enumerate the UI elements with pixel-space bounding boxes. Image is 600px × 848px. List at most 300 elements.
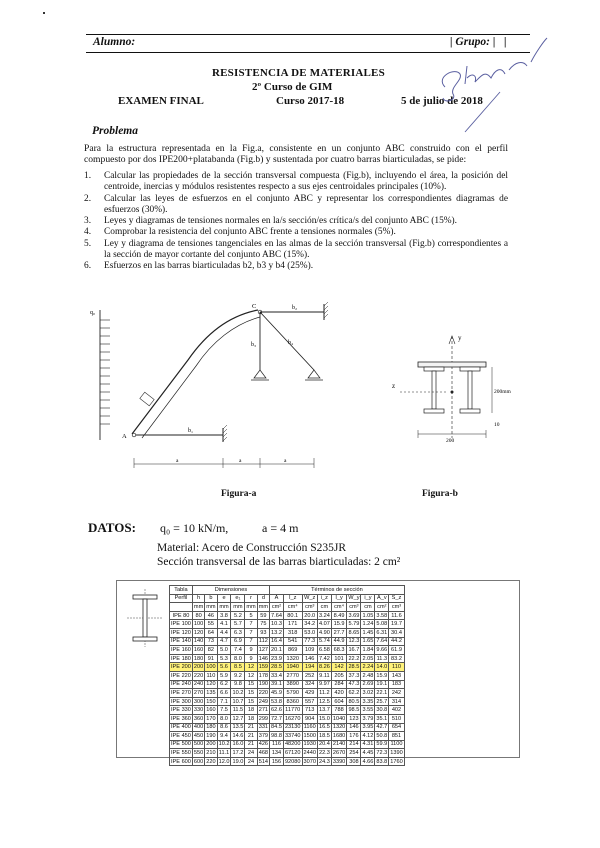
ipe-profile-name: IPE 270 (171, 689, 191, 696)
ipe-value-cell: 1.45 (362, 629, 374, 636)
ipe-value-cell: 3.55 (362, 707, 374, 714)
ipe-profile-name: IPE 500 (171, 741, 191, 748)
ipe-unit-cell: cm² (270, 603, 284, 612)
table-row (170, 620, 405, 629)
ipe-value-cell: 3.58 (376, 612, 388, 619)
ipe-value-cell: 20.1 (271, 646, 282, 653)
ipe-value-cell: 98.5 (348, 707, 360, 714)
ipe-value-cell: 510 (389, 714, 404, 723)
ipe-value-cell: 550 (193, 750, 204, 757)
ipe-unit-cell: cm³ (302, 603, 317, 612)
datos-material: Material: Acero de Construcción S235JR (157, 542, 347, 554)
ipe-value-cell: 24.3 (318, 758, 330, 765)
ipe-value-cell: 5.9 (217, 671, 231, 680)
ipe-value-cell: 140 (193, 638, 204, 645)
ipe-value-cell: 11.1 (218, 750, 230, 757)
ipe-value-cell: 500 (193, 741, 204, 748)
ipe-value-cell: 134 (270, 749, 284, 758)
ipe-value-cell: 300 (193, 698, 204, 705)
question-item: 5. Ley y diagrama de tensiones tangenciales en las almas de la sección transversal (Fig.b) correspondientes a la sección de mayor cortante del conjunto ABC (15%). (84, 238, 508, 261)
ipe-table-frame (116, 580, 520, 765)
ipe-col-header: A_v (375, 594, 389, 603)
ipe-unit-cell (170, 603, 193, 612)
ipe-value-cell: 42.7 (376, 724, 388, 731)
ipe-value-cell: 37.3 (348, 672, 360, 679)
ipe-value-cell: 7.1 (217, 697, 231, 706)
ipe-value-cell: 1760 (390, 758, 403, 765)
ipe-value-cell: 25.7 (376, 698, 388, 705)
ipe-value-cell: 9 (245, 654, 257, 663)
ipe-value-cell: 242 (389, 689, 404, 698)
course-title: RESISTENCIA DE MATERIALES (212, 67, 385, 79)
ipe-value-cell: 4.1 (217, 620, 231, 629)
ipe-value-cell: 176 (347, 732, 361, 741)
ipe-unit-cell: mm (193, 603, 204, 610)
ipe-value-cell: 64 (205, 628, 217, 637)
ipe-value-cell: 22.2 (348, 655, 360, 662)
ipe-value-cell: 10.2 (218, 741, 230, 748)
ipe-value-cell: 4.90 (318, 629, 330, 636)
ipe-value-cell: 324 (302, 680, 317, 689)
ipe-value-cell: 82 (205, 646, 217, 655)
ipe-value-cell: 112 (258, 638, 268, 645)
ipe-value-cell: 220 (258, 689, 269, 696)
ipe-value-cell: 402 (389, 706, 404, 715)
exam-label: EXAMEN FINAL (118, 95, 204, 107)
ipe-value-cell: 12 (245, 671, 257, 680)
ipe-value-cell: 12 (245, 663, 257, 672)
ipe-value-cell: 330 (193, 707, 204, 714)
ipe-unit-cell: cm (317, 603, 331, 612)
ipe-value-cell: 12.7 (232, 715, 244, 722)
ipe-value-cell: 5.3 (217, 654, 231, 663)
table-row (170, 706, 405, 715)
ipe-value-cell: 6.31 (376, 629, 388, 636)
fig-a-C-label: C (252, 303, 257, 310)
ipe-value-cell: 30.8 (376, 707, 388, 714)
ipe-value-cell: 904 (302, 714, 317, 723)
ipe-value-cell: 15.9 (331, 620, 346, 629)
ipe-value-cell: 271 (258, 707, 269, 714)
ipe-value-cell: 190 (258, 681, 269, 688)
ipe-value-cell: 28.5 (271, 664, 282, 671)
ipe-value-cell: 146 (302, 654, 317, 663)
ipe-value-cell: 9.97 (318, 681, 330, 688)
ipe-profile-name: IPE 360 (171, 715, 191, 722)
ipe-value-cell: 400 (193, 724, 204, 731)
ipe-value-cell: 1320 (332, 724, 346, 731)
table-row (170, 714, 405, 723)
ipe-profile-name: IPE 240 (171, 681, 191, 688)
ipe-col-header: e₁ (231, 594, 245, 603)
ipe-value-cell: 7.64 (376, 638, 388, 645)
ipe-value-cell: 420 (331, 689, 346, 698)
ipe-value-cell: 180 (206, 724, 216, 731)
ipe-value-cell: 80 (192, 611, 204, 620)
ipe-value-cell: 62.2 (348, 689, 360, 696)
fig-a-b4-label: b₄ (288, 340, 294, 346)
ipe-value-cell: 142 (331, 663, 346, 672)
ipe-value-cell: 116 (270, 740, 284, 749)
ipe-value-cell: 12.5 (318, 698, 330, 705)
ipe-value-cell: 12.3 (348, 638, 360, 645)
ipe-value-cell: 53.8 (271, 698, 282, 705)
ipe-profile-name: IPE 550 (171, 750, 191, 757)
ipe-value-cell: 869 (283, 646, 302, 655)
ipe-value-cell: 7 (245, 637, 257, 646)
ipe-value-cell: 5790 (283, 689, 302, 698)
ipe-value-cell: 450 (193, 732, 204, 739)
datos-section: Sección transversal de las barras biarticuladas: 2 cm² (157, 556, 401, 568)
ipe-col-header: e (217, 594, 231, 603)
ipe-value-cell: 110 (206, 672, 216, 679)
ipe-value-cell: 654 (389, 723, 404, 732)
ipe-col-header: I_z (283, 594, 302, 603)
ipe-unit-cell: cm⁴ (283, 603, 302, 612)
ipe-value-cell: 426 (258, 741, 269, 748)
ipe-value-cell: 15 (245, 689, 257, 698)
ipe-col-header: Perfil (170, 594, 193, 603)
ipe-value-cell: 331 (258, 724, 269, 731)
ipe-value-cell: 21 (245, 723, 257, 732)
ipe-value-cell: 4.31 (362, 741, 374, 748)
ipe-value-cell: 3.02 (362, 689, 374, 696)
ipe-value-cell: 170 (206, 715, 216, 722)
ipe-value-cell: 27.7 (331, 628, 346, 637)
ipe-value-cell: 120 (193, 629, 204, 636)
ipe-value-cell: 1320 (283, 654, 302, 663)
table-row (170, 611, 405, 620)
ipe-value-cell: 3.8 (217, 611, 231, 620)
ipe-value-cell: 33740 (284, 732, 301, 739)
ipe-value-cell: 72.3 (376, 750, 388, 757)
ipe-profile-name: IPE 100 (171, 621, 191, 628)
ipe-value-cell: 284 (331, 680, 346, 689)
ipe-value-cell: 557 (302, 697, 317, 706)
ipe-value-cell: 45.9 (271, 689, 282, 696)
ipe-value-cell: 314 (389, 697, 404, 706)
ipe-value-cell: 8.0 (231, 654, 245, 663)
fig-a-dim-a2: a (239, 458, 242, 464)
ipe-value-cell: 127 (258, 646, 269, 653)
signature (405, 32, 555, 142)
ipe-value-cell: 39.1 (271, 681, 282, 688)
ipe-value-cell: 120 (206, 681, 216, 688)
ipe-value-cell: 156 (270, 757, 284, 766)
ipe-group-header: Tabla (170, 586, 193, 595)
ipe-value-cell: 5.74 (318, 638, 330, 645)
ipe-value-cell: 18.5 (318, 732, 330, 739)
ipe-value-cell: 11.3 (376, 655, 388, 662)
ipe-value-cell: 254 (347, 749, 361, 758)
fig-a-b1-label: b₁ (188, 428, 194, 434)
ipe-value-cell: 3.79 (362, 715, 374, 722)
ipe-value-cell: 713 (302, 706, 317, 715)
ipe-value-cell: 83.8 (376, 758, 388, 765)
question-list (84, 171, 508, 273)
ipe-value-cell: 59.9 (376, 741, 388, 748)
ipe-value-cell: 75 (257, 620, 269, 629)
ipe-value-cell: 429 (302, 689, 317, 698)
ipe-value-cell: 4.12 (362, 732, 374, 739)
ipe-value-cell: 1100 (390, 741, 403, 748)
table-row (170, 689, 405, 698)
ipe-group-header-row (170, 586, 405, 595)
ipe-value-cell: 8.6 (217, 723, 231, 732)
exam-date: 5 de julio de 2018 (401, 95, 483, 107)
ipe-value-cell: 1500 (303, 732, 316, 739)
ipe-value-cell: 24 (245, 757, 257, 766)
ipe-value-cell: 17.2 (232, 750, 244, 757)
ipe-value-cell: 101 (331, 654, 346, 663)
fig-b-y-label: y (458, 334, 462, 342)
ipe-value-cell: 160 (193, 646, 204, 653)
question-item: 4. Comprobar la resistencia del conjunto ABC frente a tensiones normales (5%). (84, 227, 396, 238)
ipe-value-cell: 8.5 (231, 663, 245, 672)
ipe-value-cell: 190 (206, 732, 216, 739)
ipe-profile-name: IPE 330 (171, 707, 191, 714)
ipe-value-cell: 514 (258, 758, 269, 765)
ipe-value-cell: 541 (283, 637, 302, 646)
ipe-value-cell: 6.58 (318, 646, 330, 653)
ipe-value-cell: 80.5 (348, 698, 360, 705)
ipe-col-header: i_y (361, 594, 375, 603)
ipe-value-cell: 2140 (332, 741, 346, 748)
ipe-col-header: i_z (317, 594, 331, 603)
ipe-value-cell: 4.66 (362, 758, 374, 765)
ipe-col-header: W_z (302, 594, 317, 603)
fig-a-b3-label: b₃ (251, 342, 257, 348)
question-item: 6. Esfuerzos en las barras biarticuladas b2, b3 y b4 (25%). (84, 261, 314, 272)
ipe-col-header: A (270, 594, 284, 603)
table-row (170, 749, 405, 758)
ipe-profile-name: IPE 140 (171, 638, 191, 645)
ipe-value-cell: 80.1 (283, 611, 302, 620)
ipe-value-cell: 2.24 (362, 664, 374, 671)
ipe-value-cell: 214 (347, 740, 361, 749)
ipe-value-cell: 159 (258, 664, 269, 671)
ipe-value-cell: 2.69 (362, 681, 374, 688)
ipe-value-cell: 4.4 (217, 628, 231, 637)
table-row (170, 637, 405, 646)
ipe-value-cell: 6.2 (217, 680, 231, 689)
ipe-unit-cell: mm (206, 603, 216, 610)
ipe-value-cell: 3890 (283, 680, 302, 689)
grupo-label: Grupo: (455, 36, 490, 48)
ipe-value-cell: 7.42 (318, 655, 330, 662)
ipe-unit-cell: mm (246, 603, 256, 610)
ipe-value-cell: 92080 (284, 758, 301, 765)
grupo-box: | | (489, 36, 507, 48)
ipe-value-cell: 6.9 (231, 637, 245, 646)
ipe-value-cell: 4.7 (217, 637, 231, 646)
ipe-value-cell: 11770 (285, 707, 301, 714)
ipe-value-cell: 77.3 (302, 637, 317, 646)
fig-b-width-label: 200 (446, 438, 455, 444)
ipe-value-cell: 11.2 (319, 689, 330, 696)
ipe-group-header: Dimensiones (192, 586, 269, 595)
ipe-value-cell: 3.69 (348, 612, 360, 619)
ipe-value-cell: 11.5 (232, 707, 244, 714)
ipe-value-cell: 135 (206, 689, 216, 696)
ipe-value-cell: 360 (193, 715, 204, 722)
course-year: 2º Curso de GIM (252, 81, 333, 93)
ipe-value-cell: 6.3 (231, 628, 245, 637)
ipe-value-cell: 3.95 (362, 724, 374, 731)
ipe-col-header: r (245, 594, 257, 603)
ipe-value-cell: 604 (331, 697, 346, 706)
ipe-value-cell: 44.9 (331, 637, 346, 646)
figure-a-caption: Figura-a (221, 489, 257, 499)
ipe-value-cell: 146 (347, 723, 361, 732)
ipe-value-cell: 15.9 (376, 672, 388, 679)
ipe-value-cell: 20.0 (302, 611, 317, 620)
ipe-value-cell: 1940 (283, 663, 302, 672)
ipe-value-cell: 2770 (283, 671, 302, 680)
ipe-value-cell: 7.5 (217, 706, 231, 715)
ipe-value-cell: 59 (257, 611, 269, 620)
table-row (170, 663, 405, 672)
ipe-value-cell: 171 (283, 620, 302, 629)
fig-b-z-label: z (392, 382, 396, 390)
ipe-col-header: b (205, 594, 217, 603)
ipe-value-cell: 160 (206, 707, 216, 714)
ipe-value-cell: 180 (193, 655, 204, 662)
ipe-value-cell: 48200 (284, 741, 301, 748)
ipe-value-cell: 8.49 (331, 611, 346, 620)
table-row (170, 646, 405, 655)
ipe-value-cell: 178 (258, 672, 269, 679)
ipe-value-cell: 23130 (284, 724, 301, 731)
ipe-value-cell: 22.1 (376, 689, 388, 696)
ipe-value-cell: 6.6 (217, 689, 231, 698)
ipe-profile-name: IPE 120 (171, 629, 191, 636)
ipe-value-cell: 9 (245, 646, 257, 655)
ipe-value-cell: 8360 (283, 697, 302, 706)
figure-b-caption: Figura-b (422, 489, 458, 499)
ipe-value-cell: 24 (245, 749, 257, 758)
ipe-value-cell: 47.3 (348, 681, 360, 688)
ipe-value-cell: 200 (206, 741, 216, 748)
ipe-unit-cell: cm³ (347, 603, 361, 612)
ipe-value-cell: 13.5 (232, 724, 244, 731)
fig-a-b2-label: b₂ (292, 305, 298, 311)
ipe-value-cell: 788 (331, 706, 346, 715)
ipe-value-cell: 83.2 (389, 654, 404, 663)
problem-intro: Para la estructura representada en la Fig.a, consistente en un conjunto ABC construido con el perfil compuesto por dos IPE200+platabanda (Fig.b) y sustentada por cuatro barras biarticuladas, se pide: (84, 143, 508, 166)
curso-label: Curso 2017-18 (276, 95, 345, 107)
ipe-value-cell: 53.0 (302, 628, 317, 637)
ipe-value-cell: 3390 (332, 758, 346, 765)
ipe-value-cell: 1.65 (362, 638, 374, 645)
ipe-value-cell: 210 (206, 750, 216, 757)
fig-a-A-label: A (122, 433, 127, 440)
ipe-value-cell: 7.64 (271, 612, 282, 619)
ipe-profile-name: IPE 200 (171, 664, 191, 671)
ipe-col-header-row (170, 594, 405, 603)
ipe-value-cell: 5.2 (231, 611, 245, 620)
ipe-value-cell: 91 (205, 654, 217, 663)
table-row (170, 654, 405, 663)
ipe-value-cell: 600 (193, 758, 204, 765)
ipe-value-cell: 15 (245, 680, 257, 689)
ipe-value-cell: 13.2 (271, 629, 282, 636)
datos-q0: q₀ = 10 kN/m, (160, 521, 229, 535)
ipe-col-header: S_z (389, 594, 404, 603)
ipe-value-cell: 16.5 (318, 724, 330, 731)
ipe-profile-name: IPE 160 (171, 646, 191, 653)
ipe-value-cell: 123 (347, 714, 361, 723)
question-item: 3. Leyes y diagramas de tensiones normales en la/s sección/es crítica/s del conjunto ABC (15%). (84, 216, 458, 227)
question-item: 1. Calcular las propiedades de la sección transversal compuesta (Fig.b), incluyendo el área, la posición del centroide, inercias y módulos resistentes respecto a sus ejes centroidales principales (10%). (84, 171, 508, 193)
ipe-value-cell: 16.7 (348, 646, 360, 653)
ipe-unit-cell: cm³ (389, 603, 404, 612)
ipe-value-cell: 205 (331, 671, 346, 680)
ipe-value-cell: 851 (389, 732, 404, 741)
table-row (170, 723, 405, 732)
ipe-value-cell: 12.0 (218, 758, 230, 765)
ipe-value-cell: 1.05 (362, 612, 374, 619)
ipe-value-cell: 16270 (284, 715, 301, 722)
ipe-profile-name: IPE 300 (171, 698, 191, 705)
ipe-value-cell: 23.9 (271, 655, 282, 662)
ipe-profile-icon (123, 587, 167, 649)
ipe-value-cell: 9.8 (231, 680, 245, 689)
table-row (170, 628, 405, 637)
ipe-unit-cell: mm (258, 603, 269, 610)
ipe-value-cell: 9.4 (217, 732, 231, 741)
ipe-col-header: W_y (348, 595, 360, 602)
ipe-value-cell: 10.7 (232, 698, 244, 705)
fig-a-dim-a3: a (284, 458, 287, 464)
problem-heading: Problema (92, 125, 138, 137)
ipe-value-cell: 220 (193, 672, 204, 679)
ipe-value-cell: 62.6 (271, 707, 282, 714)
ipe-value-cell: 73 (205, 637, 217, 646)
ipe-value-cell: 146 (258, 655, 269, 662)
ipe-value-cell: 1390 (390, 750, 403, 757)
ipe-value-cell: 194 (302, 663, 317, 672)
ipe-value-cell: 3.35 (362, 698, 374, 705)
ipe-value-cell: 18 (245, 706, 257, 715)
ipe-value-cell: 4.45 (362, 750, 374, 757)
question-item: 2. Calcular las leyes de esfuerzos en el conjunto ABC y representar los correspondientes diagramas de esfuerzos (30%). (84, 193, 508, 215)
ipe-value-cell: 150 (206, 698, 216, 705)
ipe-value-cell: 14.6 (232, 732, 244, 739)
table-row (170, 740, 405, 749)
ipe-value-cell: 143 (389, 671, 404, 680)
ipe-value-cell: 21 (245, 732, 257, 741)
ipe-col-header: I_y (331, 594, 346, 603)
ipe-value-cell: 1680 (332, 732, 346, 739)
ipe-value-cell: 19.1 (376, 681, 388, 688)
ipe-value-cell: 67120 (284, 750, 301, 757)
ipe-value-cell: 11.6 (389, 611, 404, 620)
ipe-value-cell: 13.7 (318, 707, 330, 714)
ipe-unit-cell: cm⁴ (331, 603, 346, 612)
table-row (170, 732, 405, 741)
ipe-value-cell: 93 (257, 628, 269, 637)
ipe-value-cell: 9.11 (319, 672, 330, 679)
ipe-value-cell: 468 (258, 750, 269, 757)
ipe-value-cell: 19.0 (232, 758, 244, 765)
ipe-value-cell: 8.26 (318, 664, 330, 671)
ipe-value-cell: 220 (206, 758, 216, 765)
ipe-value-cell: 61.9 (389, 646, 404, 655)
ipe-profile-name: IPE 600 (171, 758, 191, 765)
ipe-value-cell: 55 (205, 620, 217, 629)
ipe-value-cell: 2.05 (362, 655, 374, 662)
